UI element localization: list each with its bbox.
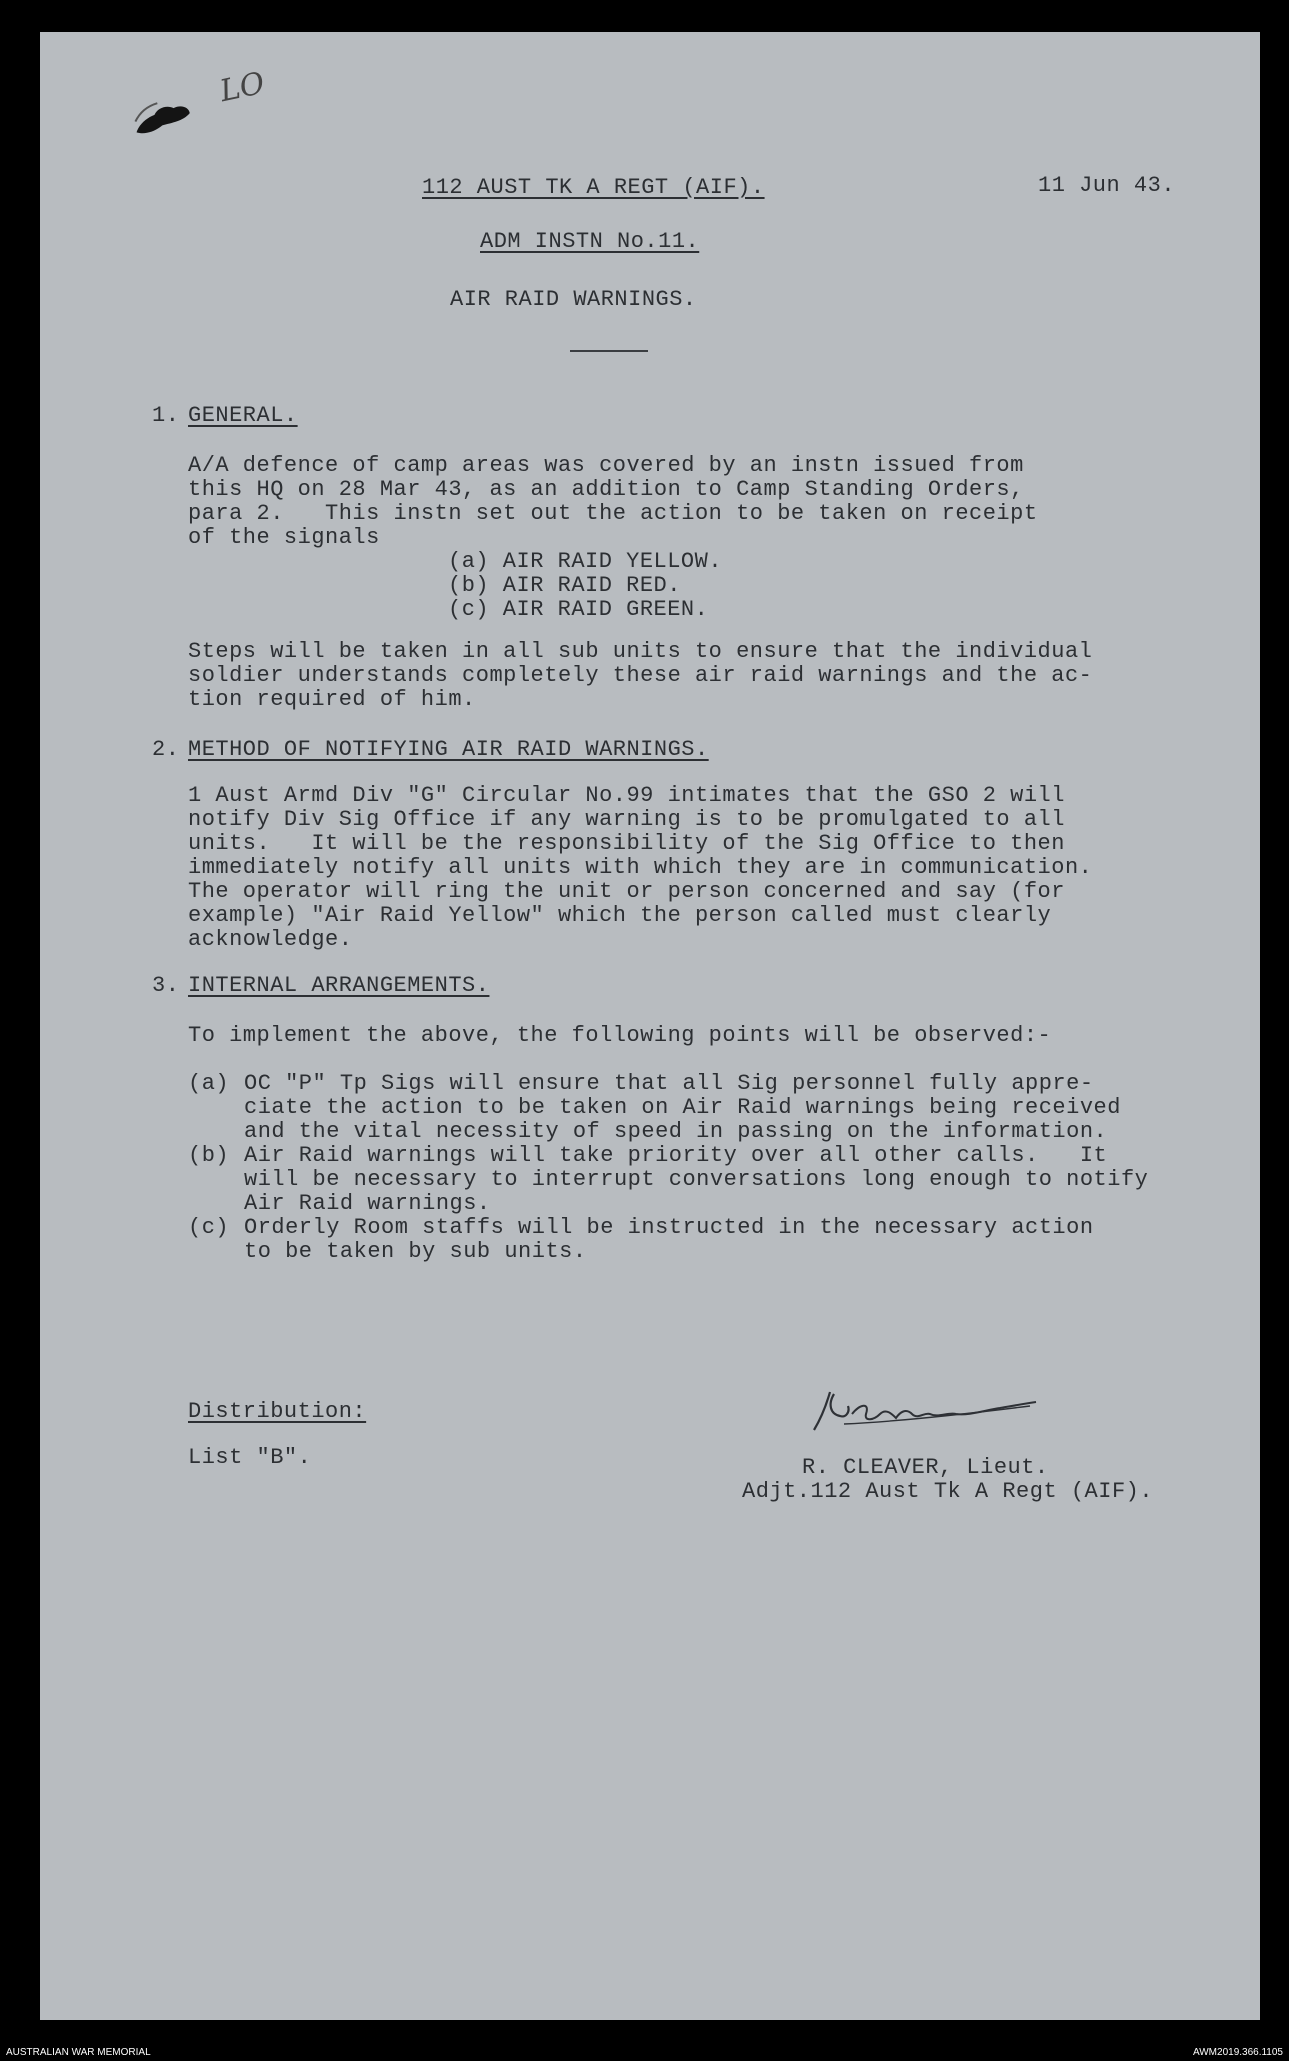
paragraph-line: soldier understands completely these air raid warnings and the ac- [188, 663, 1093, 688]
archive-reference: AWM2019.366.1105 [1192, 2047, 1283, 2058]
archive-name: AUSTRALIAN WAR MEMORIAL [6, 2047, 151, 2058]
list-label: (c) [188, 1215, 230, 1240]
list-line: OC "P" Tp Sigs will ensure that all Sig personnel fully appre- [244, 1071, 1094, 1096]
ink-blot [123, 82, 204, 150]
signatory-name: R. CLEAVER, Lieut. [802, 1455, 1049, 1480]
paragraph-line: this HQ on 28 Mar 43, as an addition to Camp Standing Orders, [188, 477, 1024, 502]
handwritten-annotation: LO [216, 65, 268, 110]
paragraph-line: acknowledge. [188, 927, 353, 952]
list-label: (a) [188, 1071, 230, 1096]
paragraph-line: 1 Aust Armd Div "G" Circular No.99 intimates that the GSO 2 will [188, 783, 1065, 808]
paragraph-line: notify Div Sig Office if any warning is to be promulgated to all [188, 807, 1065, 832]
section-heading: INTERNAL ARRANGEMENTS. [188, 973, 490, 998]
signal-item: (a) AIR RAID YELLOW. [448, 549, 723, 574]
paragraph-line: of the signals [188, 525, 380, 550]
document-subject: AIR RAID WARNINGS. [450, 287, 697, 312]
paragraph-line: Steps will be taken in all sub units to ensure that the individual [188, 639, 1093, 664]
list-line: Air Raid warnings. [244, 1191, 491, 1216]
paragraph-line: A/A defence of camp areas was covered by an instn issued from [188, 453, 1024, 478]
paragraph-line: para 2. This instn set out the action to be taken on receipt [188, 501, 1038, 526]
document-date: 11 Jun 43. [1038, 173, 1176, 198]
paragraph-line: To implement the above, the following points will be observed:- [188, 1023, 1052, 1048]
paragraph-line: immediately notify all units with which they are in communication. [188, 855, 1093, 880]
list-line: will be necessary to interrupt conversations long enough to notify [244, 1167, 1149, 1192]
paragraph-line: units. It will be the responsibility of the Sig Office to then [188, 831, 1065, 856]
unit-heading: 112 AUST TK A REGT (AIF). [422, 175, 765, 200]
signal-item: (b) AIR RAID RED. [448, 573, 681, 598]
instruction-number: ADM INSTN No.11. [480, 229, 700, 254]
signature-scrawl [800, 1384, 1050, 1444]
section-number: 2. [152, 737, 180, 762]
list-line: Orderly Room staffs will be instructed in the necessary action [244, 1215, 1094, 1240]
distribution-list: List "B". [188, 1445, 312, 1470]
signatory-title: Adjt.112 Aust Tk A Regt (AIF). [742, 1479, 1154, 1504]
section-number: 1. [152, 403, 180, 428]
title-divider [570, 350, 648, 352]
list-line: to be taken by sub units. [244, 1239, 587, 1264]
list-line: ciate the action to be taken on Air Raid warnings being received [244, 1095, 1121, 1120]
signal-item: (c) AIR RAID GREEN. [448, 597, 709, 622]
distribution-heading: Distribution: [188, 1399, 367, 1424]
section-number: 3. [152, 973, 180, 998]
document-page [40, 32, 1260, 2020]
section-heading: METHOD OF NOTIFYING AIR RAID WARNINGS. [188, 737, 709, 762]
archive-footer [0, 2044, 1289, 2061]
list-line: Air Raid warnings will take priority over all other calls. It [244, 1143, 1108, 1168]
paragraph-line: example) "Air Raid Yellow" which the person called must clearly [188, 903, 1052, 928]
paragraph-line: tion required of him. [188, 687, 476, 712]
paragraph-line: The operator will ring the unit or person concerned and say (for [188, 879, 1065, 904]
section-heading: GENERAL. [188, 403, 298, 428]
list-line: and the vital necessity of speed in passing on the information. [244, 1119, 1108, 1144]
list-label: (b) [188, 1143, 230, 1168]
